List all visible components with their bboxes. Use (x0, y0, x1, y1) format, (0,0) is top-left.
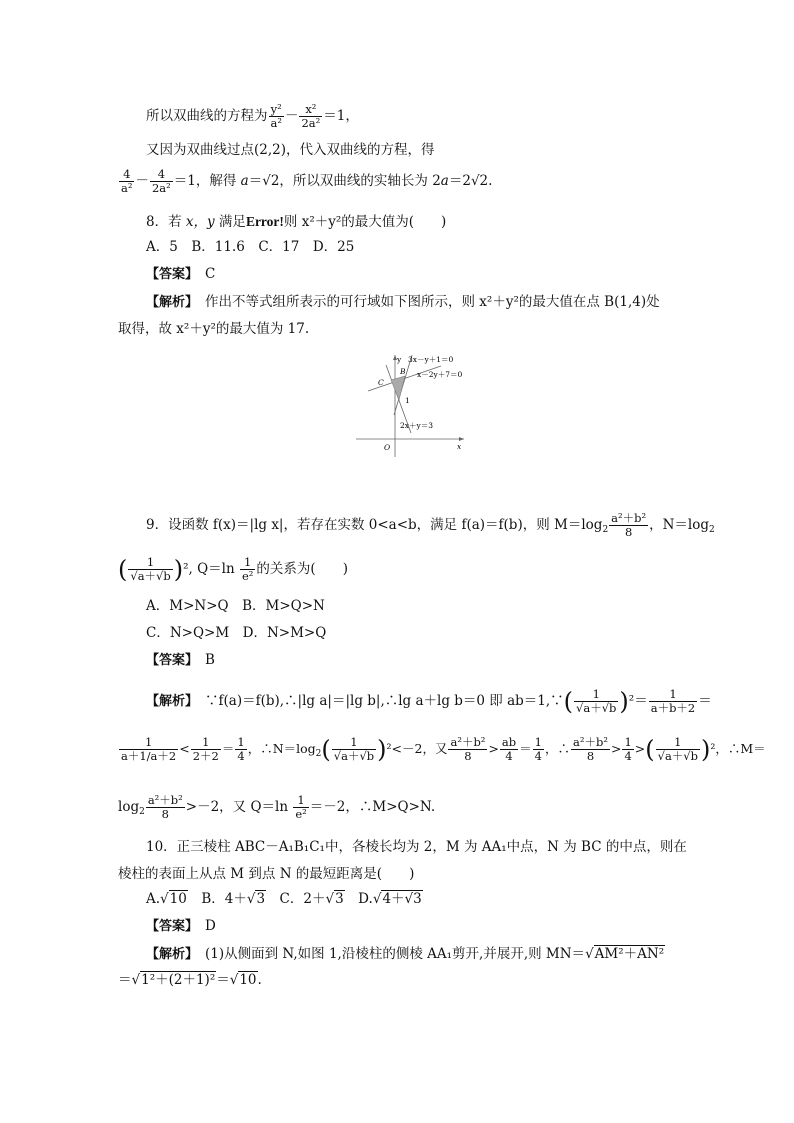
fraction: $\frac{\text{x²}}{\text{2a²}}$ (301, 102, 321, 130)
analysis-10-line2: ＝√1²＋(2＋1)²＝√10. (118, 972, 262, 988)
question-8-options: A．5 B．11.6 C．17 D．25 (146, 239, 355, 255)
feasible-region (391, 376, 405, 400)
text-line: 所以双曲线的方程为 $\frac{\text{y²}}{\text{a²}}$ － $\frac{\text{x²}}{\text{2a²}}$ ＝1， (146, 102, 359, 130)
question-9-options-1: A．M>N>Q B．M>Q>N (146, 598, 325, 614)
text-line: $\frac{4}{\text{a²}}$ － $\frac{4}{\text{2a²}}$ ＝1，解得 a＝√2，所以双曲线的实轴长为 2a＝2√2. (121, 167, 493, 195)
analysis-8: 【解析】 作出不等式组所表示的可行域如下图所示，则 x²＋y²的最大值在点 B(1,4)处 (146, 294, 660, 310)
question-9-options-2: C．N>Q>M D．N>M>Q (146, 625, 327, 641)
question-10-line1: 10．正三棱柱 ABC－A₁B₁C₁中，各棱长均为 2，M 为 AA₁中点，N 为 BC 的中点，则在 (146, 839, 687, 855)
label-one: 1 (405, 396, 410, 405)
fraction: $\frac{4}{\text{a²}}$ (121, 167, 133, 195)
fraction: $\frac{1}{4}$ (237, 735, 245, 763)
fraction: $\frac{1}{√a+√b}$ (576, 687, 617, 715)
label-O: O (384, 443, 391, 452)
fraction: $\frac{\text{a²＋b²}}{8}$ (573, 735, 608, 763)
label-line3: 2x＋y＝3 (400, 421, 434, 430)
fraction: $\frac{4}{\text{2a²}}$ (151, 167, 171, 195)
question-9-line1: 9．设函数 f(x)＝|lg x|，若存在实数 0<a<b，满足 f(a)＝f(b)，则 $M=\log_2$ $\frac{\text{a²＋b²}}{8}$ ，$N=\log_2$ (146, 511, 715, 539)
fraction: $\frac{1}{√a+√b}$ (657, 735, 698, 763)
fraction: $\frac{1}{a+1/a+2}$ (121, 735, 177, 763)
question-8: 8．若 x，y 满足Error!则 x²＋y²的最大值为( ) (146, 214, 447, 230)
fraction: $\frac{1}{a+b+2}$ (650, 687, 696, 715)
feasible-region-figure (356, 353, 476, 459)
fraction: $\frac{ab}{4}$ (501, 735, 517, 763)
fraction: $\frac{\text{y²}}{\text{a²}}$ (270, 102, 282, 130)
analysis-9-line2: $\frac{1}{a+1/a+2}$ < $\frac{1}{2+2}$ ＝ $\frac{1}{4}$ ，$\therefore N=\log_2$( $\frac{1}{√a+√b}$ )²<－2，又 $\frac{\text{a²＋b²}}{8}$ > $\frac{ab}{4}$ ＝ $\frac{1}{4}$ ，∴ $\frac{\text{a²＋b²}}{8}$ > $\frac{1}{4}$ >( $\frac{1}{√a+√b}$ )²，∴M＝ (121, 735, 766, 764)
fraction: $\frac{1}{4}$ (624, 735, 632, 763)
fraction: $\frac{\text{a²＋b²}}{8}$ (147, 793, 183, 821)
label-x: x (457, 442, 462, 451)
answer-10: 【答案】 D (146, 918, 216, 934)
answer-9: 【答案】 B (146, 652, 215, 668)
question-10-line2: 棱柱的表面上从点 M 到点 N 的最短距离是( ) (118, 866, 415, 882)
fraction: $\frac{1}{2+2}$ (192, 735, 219, 763)
fraction: $\frac{1}{\text{e²}}$ (295, 793, 307, 821)
fraction: $\frac{\text{a²＋b²}}{8}$ (450, 735, 486, 763)
analysis-9-line1: 【解析】 ∵f(a)＝f(b),∴|lg a|＝|lg b|,∴lg a＋lg b＝0 即 ab＝1,∵( $\frac{1}{√a+√b}$ )²＝ $\frac{1}{a+b+2}$ ＝ (146, 687, 712, 716)
answer-8: 【答案】 C (146, 266, 216, 282)
analysis-10-line1: 【解析】 (1)从侧面到 N,如图 1,沿棱柱的侧棱 AA₁剪开,并展开,则 MN＝√AM²＋AN² (146, 946, 665, 962)
analysis-9-line3: $\log_2$ $\frac{\text{a²＋b²}}{8}$ >－2，又 Q＝ln $\frac{1}{\text{e²}}$ ＝－2，∴M>Q>N. (118, 793, 436, 821)
label-y: y (397, 355, 402, 364)
label-C: C (378, 378, 384, 387)
fraction: $\frac{1}{√a+√b}$ (333, 735, 375, 763)
text: 所以双曲线的方程为 (146, 108, 268, 124)
fraction: $\frac{1}{\text{e²}}$ (242, 555, 254, 583)
fraction: $\frac{1}{4}$ (534, 735, 542, 763)
label-line1: 3x－y＋1＝0 (408, 355, 454, 364)
question-10-options: A.√10 B．4＋√3 C．2＋√3 D.√4＋√3 (146, 891, 422, 907)
question-9-line2: ( $\frac{1}{√a+√b}$ )², Q＝ln $\frac{1}{\text{e²}}$ 的关系为( ) (118, 555, 348, 584)
fraction: $\frac{1}{√a+√b}$ (130, 555, 171, 583)
text-line: 又因为双曲线过点(2,2)，代入双曲线的方程，得 (146, 142, 435, 158)
label-B: B (400, 367, 406, 376)
fraction: $\frac{\text{a²＋b²}}{8}$ (611, 511, 647, 539)
analysis-8-cont: 取得，故 x²＋y²的最大值为 17. (118, 321, 310, 337)
label-line2: x－2y＋7＝0 (417, 370, 463, 379)
